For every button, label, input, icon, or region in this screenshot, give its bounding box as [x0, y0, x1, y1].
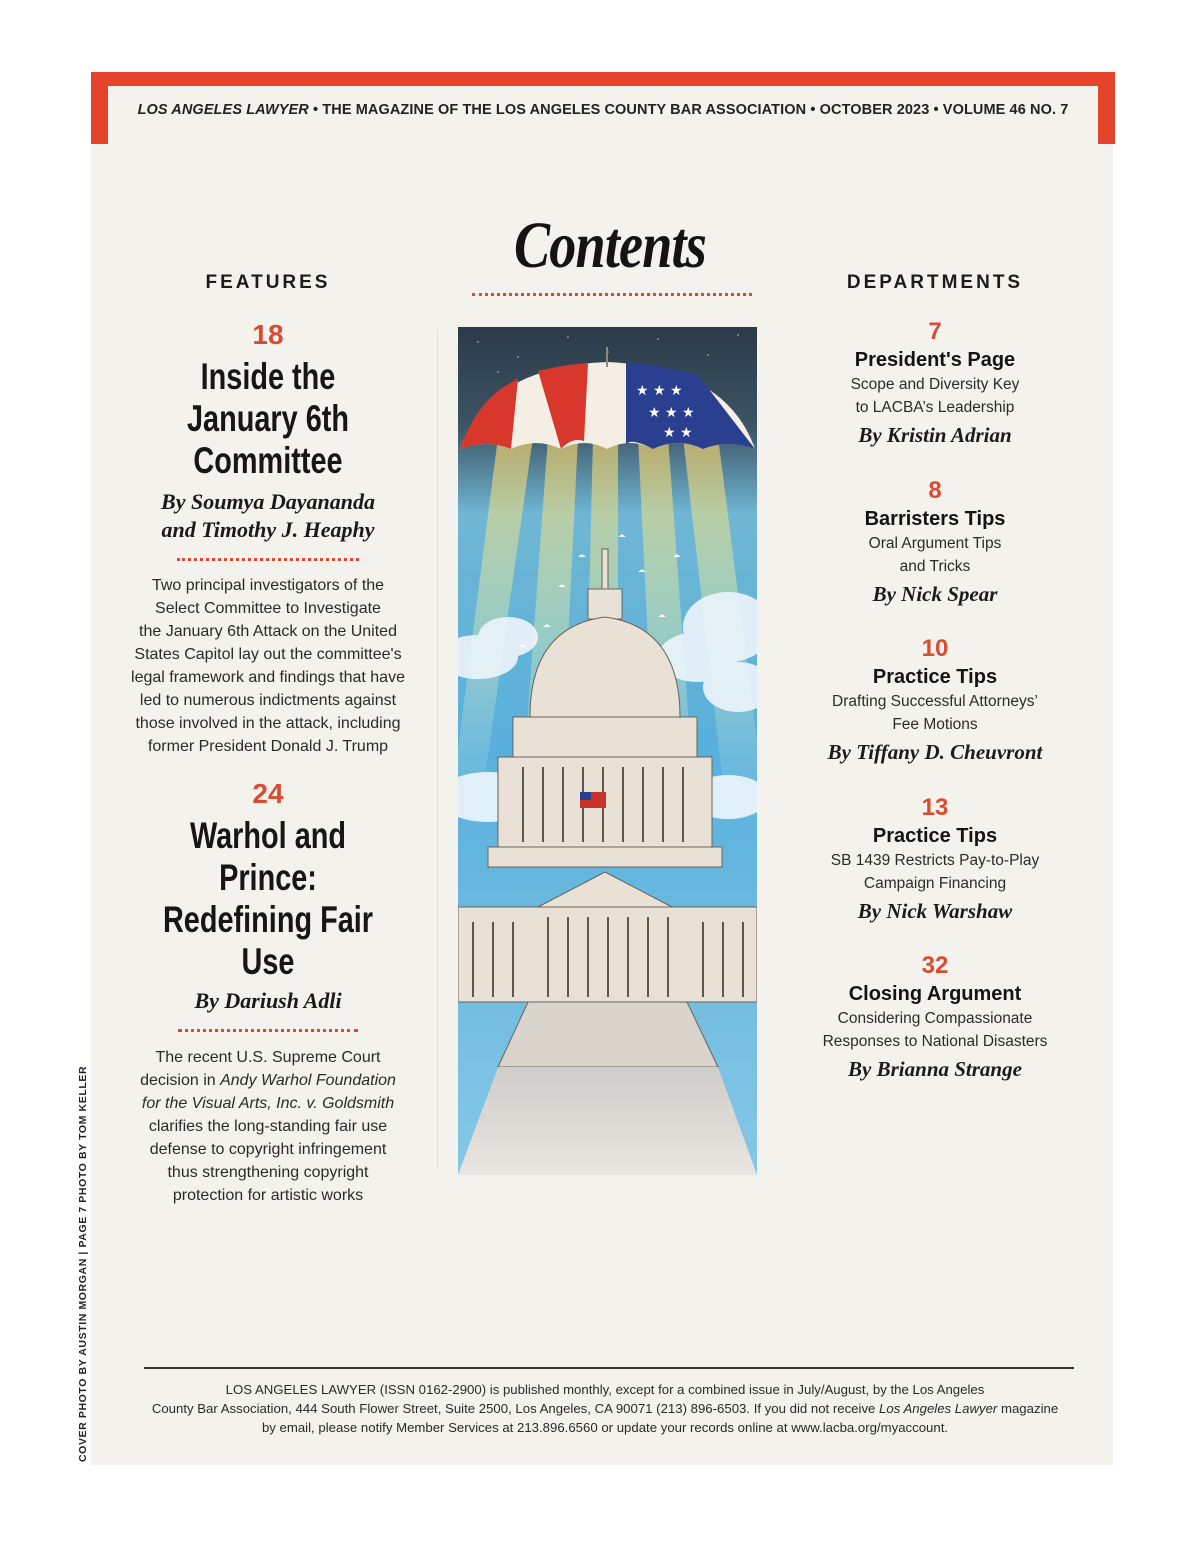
feature-description-line: those involved in the attack, including [135, 715, 401, 732]
notice-text: magazine [997, 1401, 1059, 1416]
department-title: Practice Tips [872, 825, 998, 847]
masthead [91, 102, 1115, 118]
feature-dotted-rule [177, 558, 359, 561]
feature-description-line: States Capitol lay out the committee's [134, 646, 402, 663]
capitol-umbrella-illustration [458, 327, 757, 1175]
feature-dotted-rule [178, 1029, 358, 1032]
department-title: President's Page [854, 349, 1016, 371]
feature-description-line: the January 6th Attack on the United [139, 623, 397, 640]
feature-description-line: The recent U.S. Supreme Court [155, 1049, 381, 1066]
department-description-line: Drafting Successful Attorneys’ [832, 693, 1038, 710]
department-item-10[interactable] [805, 635, 1065, 767]
feature-item-24[interactable] [108, 777, 428, 1207]
svg-text:★ ★ ★: ★ ★ ★ [636, 383, 683, 399]
feature-title [143, 356, 393, 482]
feature-byline-line: By Dariush Adli [194, 988, 342, 1013]
feature-title [143, 815, 393, 983]
feature-description-line: clarifies the long-standing fair use [148, 1118, 388, 1135]
department-byline: By Kristin Adrian [858, 423, 1012, 447]
publication-notice-line [130, 1399, 1080, 1418]
feature-byline-line: By Soumya Dayananda [161, 489, 375, 514]
feature-title-line: Inside the [200, 356, 336, 397]
footer-rule [144, 1367, 1074, 1369]
department-description-line: Oral Argument Tips [868, 535, 1002, 552]
photo-credit: COVER PHOTO BY AUSTIN MORGAN | PAGE 7 PHOTO BY TOM KELLER [77, 1065, 89, 1462]
department-page-number: 10 [921, 635, 949, 662]
department-description-line: to LACBA’s Leadership [855, 399, 1015, 416]
department-description [805, 373, 1065, 419]
publication-notice-line: by email, please notify Member Services at 213.896.6560 or update your records online at www.lacba.org/myaccount. [261, 1420, 949, 1435]
department-byline: By Nick Warshaw [857, 899, 1013, 923]
departments-heading: DEPARTMENTS [846, 272, 1024, 293]
feature-description-line: protection for artistic works [172, 1187, 364, 1204]
features-heading: FEATURES [205, 272, 331, 293]
feature-item-18[interactable] [108, 318, 428, 758]
magazine-name: LOS ANGELES LAWYER [137, 102, 309, 118]
department-description [805, 532, 1065, 578]
feature-description-line: led to numerous indictments against [139, 692, 397, 709]
department-byline: By Tiffany D. Cheuvront [827, 740, 1043, 764]
feature-title-line: January 6th [186, 398, 349, 439]
feature-title-line: Committee [193, 440, 343, 481]
feature-page-number: 24 [252, 778, 284, 809]
feature-byline-line: and Timothy J. Heaphy [161, 517, 375, 542]
department-description-line: Fee Motions [892, 716, 978, 733]
feature-description-line: thus strengthening copyright [167, 1164, 369, 1181]
column-divider [437, 330, 438, 1168]
department-page-number: 13 [921, 794, 949, 821]
feature-description [108, 1046, 428, 1207]
masthead-tagline: • THE MAGAZINE OF THE LOS ANGELES COUNTY BAR ASSOCIATION • OCTOBER 2023 • VOLUME 46 NO. 7 [312, 102, 1069, 118]
department-description-line: Scope and Diversity Key [850, 376, 1020, 393]
contents-title: Contents [514, 209, 706, 282]
department-description [805, 1007, 1065, 1053]
publication-notice [130, 1380, 1080, 1437]
department-description-line: SB 1439 Restricts Pay-to-Play [830, 852, 1040, 869]
department-description-line: Responses to National Disasters [822, 1033, 1048, 1050]
feature-page-number: 18 [252, 319, 284, 350]
department-item-13[interactable] [805, 794, 1065, 926]
publication-notice-line: LOS ANGELES LAWYER (ISSN 0162-2900) is published monthly, except for a combined issue in July/August, by the Los Angeles [225, 1382, 985, 1397]
feature-byline [108, 488, 428, 544]
department-title: Practice Tips [872, 666, 998, 688]
department-title: Barristers Tips [864, 508, 1006, 530]
feature-description-line: Two principal investigators of the [151, 577, 385, 594]
department-item-32[interactable] [805, 952, 1065, 1084]
department-item-7[interactable] [805, 318, 1065, 450]
feature-description [108, 574, 428, 758]
title-dotted-rule [472, 293, 752, 296]
department-description-line: Campaign Financing [863, 875, 1007, 892]
department-item-8[interactable] [805, 477, 1065, 609]
department-page-number: 7 [928, 318, 942, 345]
case-name-text: for the Visual Arts, Inc. v. Goldsmith [141, 1095, 395, 1112]
department-title: Closing Argument [848, 983, 1022, 1005]
feature-title-line: Redefining Fair Use [162, 899, 374, 982]
department-description [805, 690, 1065, 736]
feature-byline [108, 987, 428, 1015]
department-description [805, 849, 1065, 895]
notice-text: County Bar Association, 444 South Flower Street, Suite 2500, Los Angeles, CA 90071 (213) 896-6503. If you did not receive [151, 1401, 880, 1416]
department-description-line: Considering Compassionate [837, 1010, 1033, 1027]
magazine-name-italic: Los Angeles Lawyer [879, 1401, 998, 1416]
description-text: decision in [140, 1072, 221, 1089]
department-byline: By Brianna Strange [848, 1057, 1022, 1081]
department-page-number: 8 [928, 477, 942, 504]
department-description-line: and Tricks [899, 558, 971, 575]
masthead-frame-top [91, 72, 1115, 86]
department-page-number: 32 [921, 952, 949, 979]
feature-description-line: legal framework and findings that have [131, 669, 405, 686]
department-byline: By Nick Spear [872, 582, 998, 606]
feature-description-line: defense to copyright infringement [149, 1141, 387, 1158]
svg-text:★ ★ ★: ★ ★ ★ [648, 405, 695, 421]
feature-description-line: Select Committee to Investigate [155, 600, 381, 617]
case-name-text: Andy Warhol Foundation [220, 1072, 396, 1089]
feature-description-line: former President Donald J. Trump [147, 738, 389, 755]
feature-title-line: Warhol and Prince: [189, 815, 347, 898]
feature-description-line [108, 1069, 428, 1092]
svg-text:★ ★: ★ ★ [663, 425, 693, 441]
